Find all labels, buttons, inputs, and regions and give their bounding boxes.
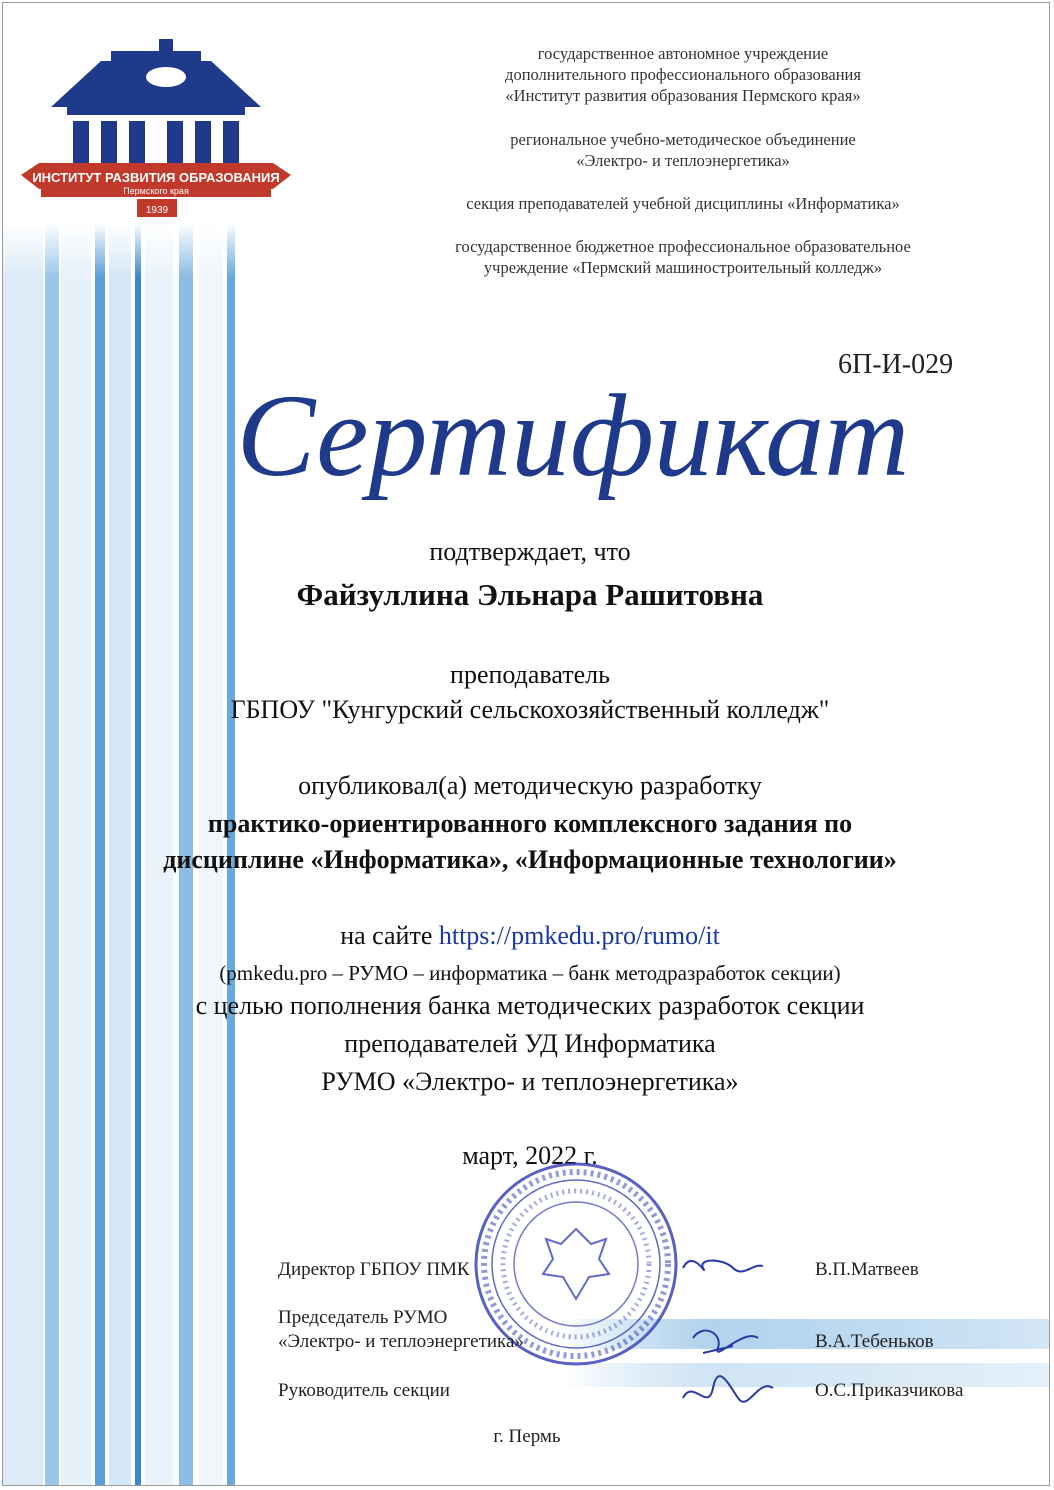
bear-icon bbox=[146, 67, 186, 87]
confirms-text: подтверждает, что bbox=[429, 537, 631, 566]
recipient-name: Файзуллина Эльнара Рашитовна bbox=[296, 577, 764, 612]
header-line: учреждение «Пермский машиностроительный колледж» bbox=[483, 258, 883, 277]
header-line: государственное автономное учреждение bbox=[537, 44, 829, 63]
logo-region: Пермского края bbox=[123, 186, 189, 196]
recipient-organization: ГБПОУ "Кунгурский сельскохозяйственный колледж" bbox=[230, 695, 830, 724]
chair-name: В.А.Тебеньков bbox=[815, 1331, 934, 1352]
issue-date: март, 2022 г. bbox=[462, 1141, 598, 1170]
purpose-line1: с целью пополнения банка методических разработок секции bbox=[195, 991, 865, 1020]
header-block-2 bbox=[383, 129, 983, 171]
header-line: государственное бюджетное профессиональное образовательное bbox=[455, 237, 911, 256]
logo-institute-name: ИНСТИТУТ РАЗВИТИЯ ОБРАЗОВАНИЯ bbox=[32, 170, 280, 185]
header-line: «Электро- и теплоэнергетика» bbox=[576, 151, 790, 170]
title-text: Сертификат bbox=[236, 370, 910, 501]
signatures-handwriting bbox=[663, 1238, 783, 1428]
chair-title-line2: «Электро- и теплоэнергетика» bbox=[278, 1331, 524, 1352]
site-link[interactable]: https://pmkedu.pro/rumo/it bbox=[438, 921, 720, 950]
eagle-icon bbox=[543, 1229, 609, 1299]
head-name: О.С.Приказчикова bbox=[815, 1380, 964, 1401]
crest-icon bbox=[159, 39, 173, 53]
header-line: дополнительного профессионального образования bbox=[505, 65, 861, 84]
site-line bbox=[3, 921, 1050, 951]
header-block-3 bbox=[383, 193, 983, 214]
certificate-code: 6П-И-029 bbox=[838, 349, 954, 380]
purpose-line2: преподавателей УД Информатика bbox=[344, 1029, 716, 1058]
site-prefix: на сайте bbox=[340, 921, 439, 950]
logo-year: 1939 bbox=[145, 205, 169, 216]
header-block-4 bbox=[383, 236, 983, 278]
purpose-line3: РУМО «Электро- и теплоэнергетика» bbox=[321, 1067, 739, 1096]
work-title-line1: практико-ориентированного комплексного задания по bbox=[207, 809, 853, 838]
header-line: секция преподавателей учебной дисциплины «Информатика» bbox=[466, 194, 900, 213]
published-text: опубликовал(а) методическую разработку bbox=[298, 771, 762, 800]
director-title: Директор ГБПОУ ПМК bbox=[278, 1259, 470, 1280]
certificate-page bbox=[2, 2, 1050, 1486]
institute-logo bbox=[11, 37, 301, 227]
site-path: (pmkedu.pro – РУМО – информатика – банк методразработок секции) bbox=[219, 961, 841, 985]
city: г. Пермь bbox=[493, 1426, 561, 1447]
header-line: «Институт развития образования Пермского края» bbox=[505, 86, 861, 105]
work-title-line2: дисциплине «Информатика», «Информационные технологии» bbox=[163, 845, 897, 874]
certificate-title bbox=[143, 363, 1003, 513]
director-name: В.П.Матвеев bbox=[815, 1259, 919, 1280]
chair-title-line1: Председатель РУМО bbox=[278, 1307, 448, 1328]
header-line: региональное учебно-методическое объединение bbox=[510, 130, 856, 149]
recipient-position: преподаватель bbox=[450, 660, 610, 689]
header-block-1 bbox=[383, 43, 983, 106]
head-title: Руководитель секции bbox=[278, 1380, 450, 1401]
